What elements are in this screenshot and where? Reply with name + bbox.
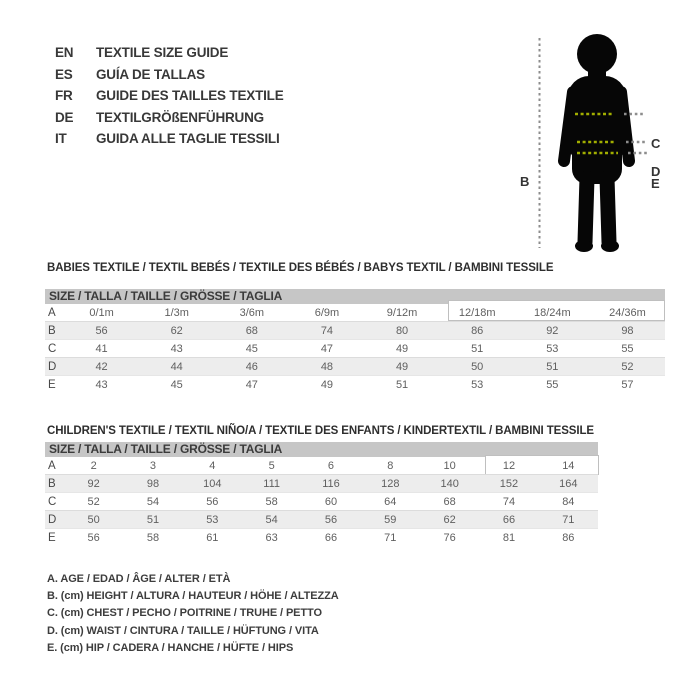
size-value-cell: 80 [365, 322, 440, 340]
size-value-cell: 56 [64, 322, 139, 340]
size-value-cell: 68 [420, 493, 479, 511]
legend-hip: E. (cm) HIP / CADERA / HANCHE / HÜFTE / HIPS [47, 641, 294, 654]
size-value-cell: 54 [242, 511, 301, 529]
babies-size-header-bar: SIZE / TALLA / TAILLE / GRÖSSE / TAGLIA [45, 289, 665, 304]
size-value-cell: 48 [289, 358, 364, 376]
size-value-cell: 47 [289, 340, 364, 358]
lang-row-es [55, 64, 284, 86]
size-value-cell: 152 [479, 475, 538, 493]
size-value-cell: 50 [64, 511, 123, 529]
size-value-cell: 54 [123, 493, 182, 511]
size-value-cell: 56 [87, 531, 100, 544]
child-silhouette-icon [510, 30, 690, 265]
row-label: C [45, 340, 64, 358]
size-value-cell: 18/24m [515, 304, 590, 322]
size-value-cell: 56 [183, 493, 242, 511]
size-value-cell: 41 [64, 340, 139, 358]
size-value-cell: 59 [361, 511, 420, 529]
size-value-cell: 84 [539, 493, 598, 511]
size-value-cell: 53 [183, 511, 242, 529]
size-value-cell: 61 [206, 531, 219, 544]
size-value-cell: 64 [361, 493, 420, 511]
size-value-cell: 58 [146, 531, 160, 544]
size-value-cell: 47 [245, 378, 258, 391]
row-label: A [45, 304, 64, 322]
size-value-cell: 98 [123, 475, 182, 493]
size-value-cell: 49 [365, 340, 440, 358]
size-value-cell: 86 [440, 322, 515, 340]
lang-row-fr [55, 85, 284, 107]
size-value-cell: 92 [515, 322, 590, 340]
size-value-cell: 56 [301, 511, 360, 529]
size-value-cell: 49 [365, 358, 440, 376]
size-value-cell: 3/6m [214, 304, 289, 322]
table-row [45, 304, 665, 322]
language-title-list [55, 42, 284, 150]
row-label: D [45, 511, 64, 529]
lang-row-de [55, 107, 284, 129]
size-value-cell: 53 [471, 378, 484, 391]
size-value-cell: 12/18m [440, 304, 515, 322]
size-value-cell: 62 [420, 511, 479, 529]
size-value-cell: 98 [590, 322, 665, 340]
measurement-legend [47, 571, 339, 657]
table-row [45, 457, 598, 475]
size-value-cell: 140 [420, 475, 479, 493]
size-value-cell: 9/12m [365, 304, 440, 322]
size-value-cell: 51 [395, 378, 409, 391]
size-value-cell: 58 [242, 493, 301, 511]
row-label: D [45, 358, 64, 376]
size-value-cell: 74 [479, 493, 538, 511]
figure-label-waist: D [651, 164, 661, 179]
size-value-cell: 49 [320, 378, 334, 391]
lang-row-en [55, 42, 284, 64]
size-value-cell: 86 [562, 531, 575, 544]
table-row [45, 529, 598, 547]
size-value-cell: 0/1m [64, 304, 139, 322]
size-value-cell: 81 [502, 531, 516, 544]
legend-chest: C. (cm) CHEST / PECHO / POITRINE / TRUHE / PETTO [47, 607, 322, 620]
size-value-cell: 53 [515, 340, 590, 358]
size-value-cell: 116 [301, 475, 360, 493]
table-row [45, 475, 598, 493]
children-size-table [45, 457, 598, 546]
guide-title-es: GUÍA DE TALLAS [96, 66, 205, 82]
legend-age: A. AGE / EDAD / ÂGE / ALTER / ETÀ [47, 573, 231, 585]
table-row [45, 493, 598, 511]
lang-row-it [55, 128, 284, 150]
row-label: E [48, 378, 56, 391]
lang-code: FR [55, 88, 73, 103]
size-value-cell: 74 [289, 322, 364, 340]
size-value-cell: 2 [64, 457, 123, 475]
size-value-cell: 57 [621, 378, 634, 391]
legend-height: B. (cm) HEIGHT / ALTURA / HAUTEUR / HÖHE / ALTEZZA [47, 590, 339, 603]
size-value-cell: 76 [443, 531, 456, 544]
guide-title-it: GUIDA ALLE TAGLIE TESSILI [96, 131, 280, 146]
size-value-cell: 14 [539, 457, 598, 475]
row-label: B [45, 322, 64, 340]
table-row [45, 322, 665, 340]
size-value-cell: 43 [95, 378, 108, 391]
size-value-cell: 66 [479, 511, 538, 529]
size-value-cell: 92 [64, 475, 123, 493]
table-row [45, 511, 598, 529]
child-measurement-figure [510, 30, 690, 265]
size-value-cell: 71 [539, 511, 598, 529]
size-value-cell: 164 [539, 475, 598, 493]
size-value-cell: 45 [214, 340, 289, 358]
size-value-cell: 12 [479, 457, 538, 475]
size-value-cell: 50 [440, 358, 515, 376]
size-value-cell: 6/9m [289, 304, 364, 322]
size-value-cell: 51 [515, 358, 590, 376]
size-value-cell: 5 [242, 457, 301, 475]
size-value-cell: 45 [170, 378, 183, 391]
size-value-cell: 66 [324, 531, 338, 544]
babies-size-table [45, 304, 665, 393]
size-value-cell: 51 [123, 511, 182, 529]
row-label: E [48, 531, 56, 544]
table-row [45, 376, 665, 394]
size-value-cell: 44 [139, 358, 214, 376]
size-value-cell: 42 [64, 358, 139, 376]
size-value-cell: 6 [301, 457, 360, 475]
row-label: A [45, 457, 64, 475]
size-value-cell: 68 [214, 322, 289, 340]
guide-title-en: TEXTILE SIZE GUIDE [96, 45, 229, 60]
figure-label-height: B [520, 174, 530, 189]
size-value-cell: 128 [361, 475, 420, 493]
guide-title-de: TEXTILGRÖßENFÜHRUNG [96, 109, 264, 125]
size-value-cell: 43 [139, 340, 214, 358]
lang-code: IT [55, 131, 67, 146]
size-value-cell: 1/3m [139, 304, 214, 322]
size-value-cell: 51 [440, 340, 515, 358]
children-size-header-bar: SIZE / TALLA / TAILLE / GRÖSSE / TAGLIA [45, 442, 598, 457]
table-row [45, 358, 665, 376]
babies-table-title: BABIES TEXTILE / TEXTIL BEBÉS / TEXTILE DES BÉBÉS / BABYS TEXTIL / BAMBINI TESSILE [47, 262, 554, 274]
size-value-cell: 63 [265, 531, 278, 544]
size-value-cell: 60 [301, 493, 360, 511]
guide-title-fr: GUIDE DES TAILLES TEXTILE [96, 88, 284, 103]
size-value-cell: 55 [546, 378, 559, 391]
lang-code: EN [55, 45, 74, 60]
legend-waist: D. (cm) WAIST / CINTURA / TAILLE / HÜFTUNG / VITA [47, 624, 319, 637]
row-label: B [45, 475, 64, 493]
figure-label-hip: E [651, 176, 660, 191]
babies-size-table-section [45, 262, 665, 392]
size-value-cell: 55 [590, 340, 665, 358]
size-value-cell: 4 [183, 457, 242, 475]
row-label: C [45, 493, 64, 511]
figure-label-chest: C [651, 136, 661, 151]
size-value-cell: 62 [139, 322, 214, 340]
size-value-cell: 52 [64, 493, 123, 511]
size-value-cell: 71 [384, 531, 397, 544]
size-value-cell: 3 [123, 457, 182, 475]
lang-code: ES [55, 66, 73, 82]
size-value-cell: 52 [590, 358, 665, 376]
size-value-cell: 8 [361, 457, 420, 475]
lang-code: DE [55, 109, 74, 125]
size-value-cell: 46 [214, 358, 289, 376]
children-size-table-section [45, 425, 598, 546]
table-row [45, 340, 665, 358]
size-value-cell: 10 [420, 457, 479, 475]
size-value-cell: 104 [183, 475, 242, 493]
children-table-title: CHILDREN'S TEXTILE / TEXTIL NIÑO/A / TEXTILE DES ENFANTS / KINDERTEXTIL / BAMBINI TESSILE [47, 425, 594, 437]
size-value-cell: 24/36m [590, 304, 665, 322]
size-value-cell: 111 [242, 475, 301, 493]
